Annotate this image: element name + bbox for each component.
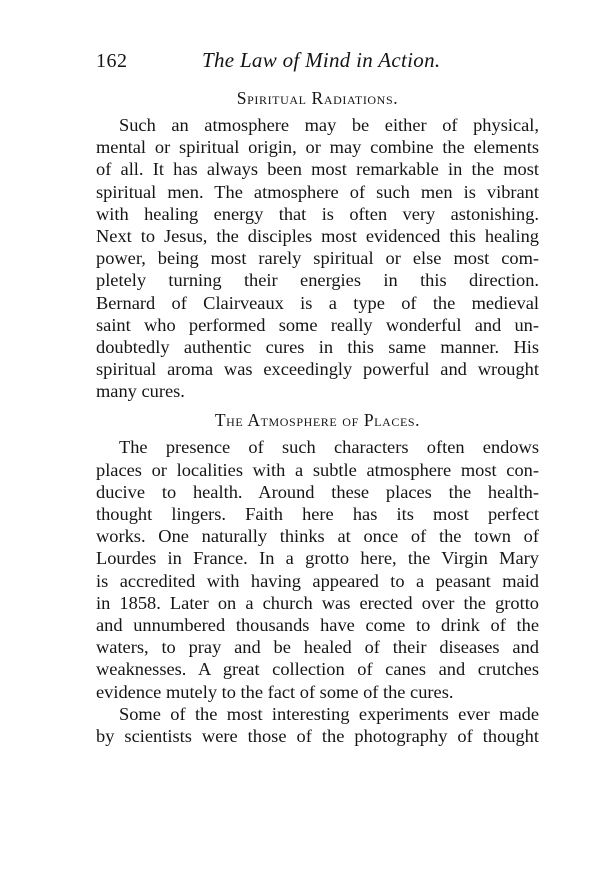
text-line: Bernard of Clairveaux is a type of the medieval	[96, 292, 539, 313]
text-line: saint who performed some really wonderful and un-	[96, 314, 539, 335]
text-line: The presence of such characters often endows	[119, 437, 539, 458]
text-line: weaknesses. A great collection of canes and crutches	[96, 659, 539, 680]
text-line: with healing energy that is often very astonishing.	[96, 203, 539, 224]
text-line: pletely turning their energies in this direction.	[96, 270, 539, 291]
text-line: is accredited with having appeared to a peasant maid	[96, 570, 539, 591]
text-line: many cures.	[96, 381, 185, 402]
page-number: 162	[96, 50, 128, 72]
paragraph	[96, 436, 539, 702]
text-line: ducive to health. Around these places the health-	[96, 481, 539, 502]
text-line: doubtedly authentic cures in this same manner. His	[96, 336, 539, 357]
text-line: of all. It has always been most remarkable in the most	[96, 159, 539, 180]
text-line: in 1858. Later on a church was erected over the grotto	[96, 592, 539, 613]
section-heading-atmosphere-of-places: The Atmosphere of Places.	[214, 410, 421, 431]
text-line: Lourdes in France. In a grotto here, the Virgin Mary	[96, 548, 539, 569]
text-line: waters, to pray and be healed of their diseases and	[96, 637, 539, 658]
text-line: thought lingers. Faith here has its most perfect	[96, 504, 539, 524]
book-page	[96, 48, 539, 747]
text-line: spiritual aroma was exceedingly powerful and wrought	[96, 359, 539, 380]
text-line: Such an atmosphere may be either of physical,	[119, 115, 539, 135]
text-line: works. One naturally thinks at once of the town of	[96, 526, 539, 547]
text-line: and unnumbered thousands have come to drink of the	[96, 614, 539, 635]
paragraph	[96, 703, 539, 747]
text-line: power, being most rarely spiritual or else most com-	[96, 248, 539, 269]
paragraph	[96, 114, 539, 402]
text-line: places or localities with a subtle atmosphere most con-	[96, 459, 539, 480]
section-heading-spiritual-radiations: Spiritual Radiations.	[236, 88, 399, 108]
text-line: spiritual men. The atmosphere of such men is vibrant	[96, 181, 539, 202]
text-line: evidence mutely to the fact of some of the cures.	[96, 681, 454, 702]
text-line: mental or spiritual origin, or may combine the elements	[96, 137, 539, 158]
text-line: Some of the most interesting experiments ever made	[119, 703, 539, 724]
text-line: Next to Jesus, the disciples most evidenced this healing	[96, 225, 539, 246]
text-line: by scientists were those of the photography of thought	[96, 725, 539, 746]
running-head	[96, 48, 539, 76]
running-title: The Law of Mind in Action.	[202, 48, 441, 72]
